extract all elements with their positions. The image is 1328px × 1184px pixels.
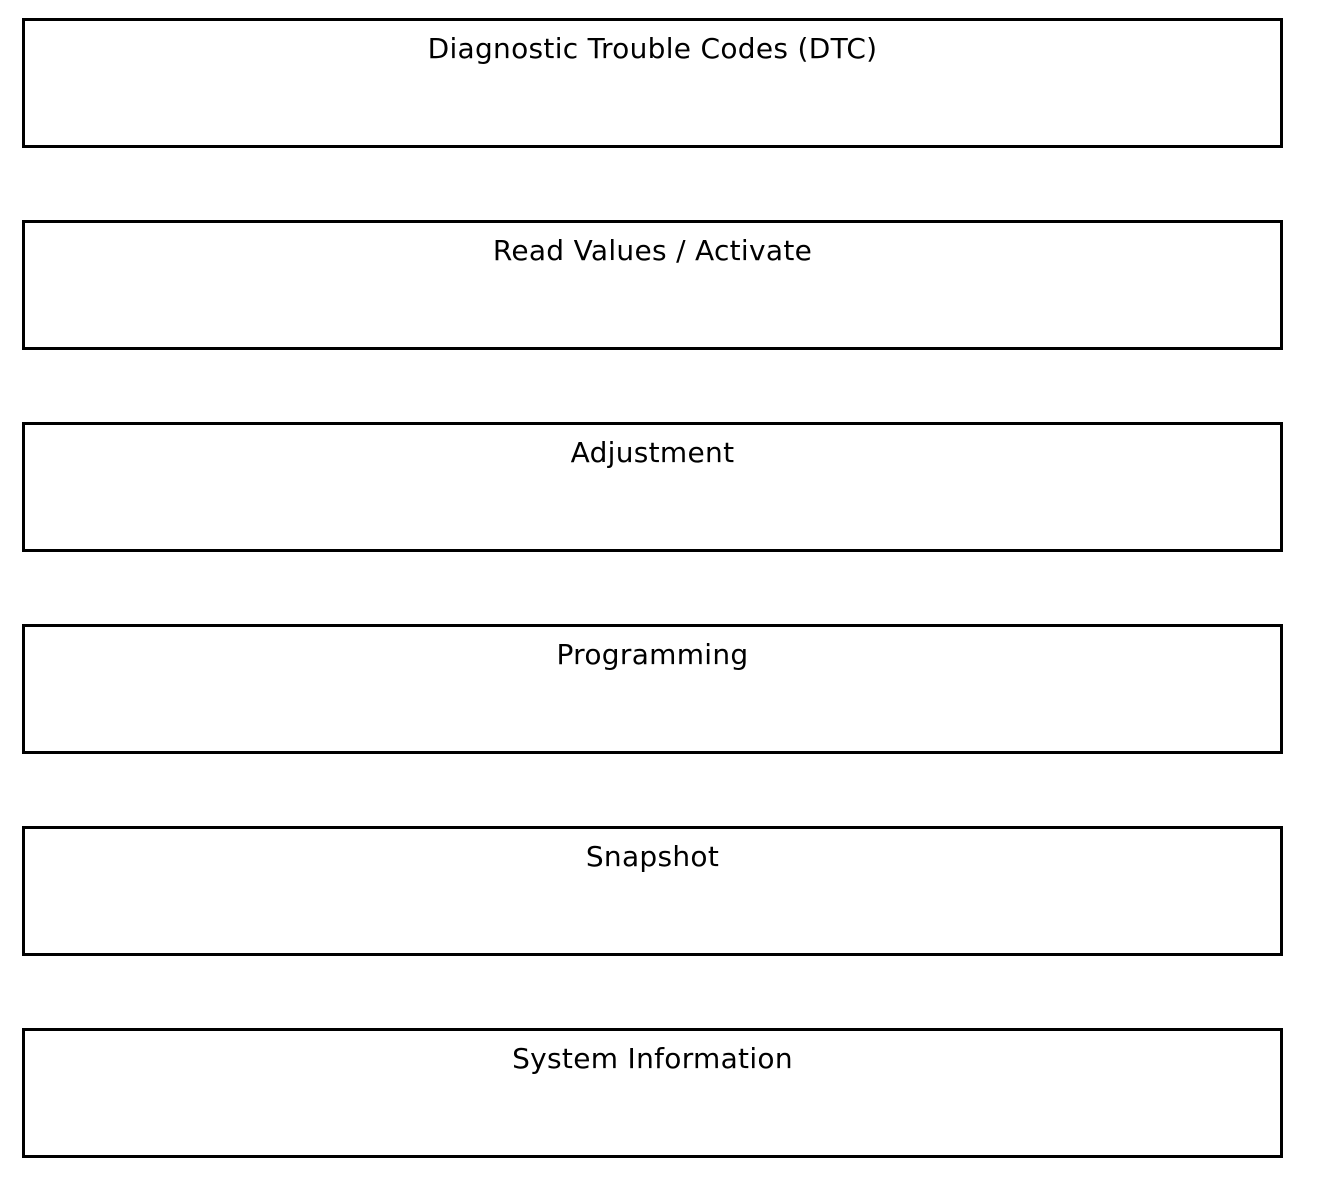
dtc-button[interactable] xyxy=(22,18,1283,148)
function-menu xyxy=(22,18,1283,1158)
system-information-button-label: System Information xyxy=(512,1042,793,1075)
snapshot-button[interactable] xyxy=(22,826,1283,956)
programming-button[interactable] xyxy=(22,624,1283,754)
dtc-button-label: Diagnostic Trouble Codes (DTC) xyxy=(427,32,878,65)
adjustment-button-label: Adjustment xyxy=(570,436,735,469)
adjustment-button[interactable] xyxy=(22,422,1283,552)
system-information-button[interactable] xyxy=(22,1028,1283,1158)
snapshot-button-label: Snapshot xyxy=(585,840,720,873)
programming-button-label: Programming xyxy=(556,638,749,671)
read-values-activate-button[interactable] xyxy=(22,220,1283,350)
read-values-activate-button-label: Read Values / Activate xyxy=(492,234,813,267)
